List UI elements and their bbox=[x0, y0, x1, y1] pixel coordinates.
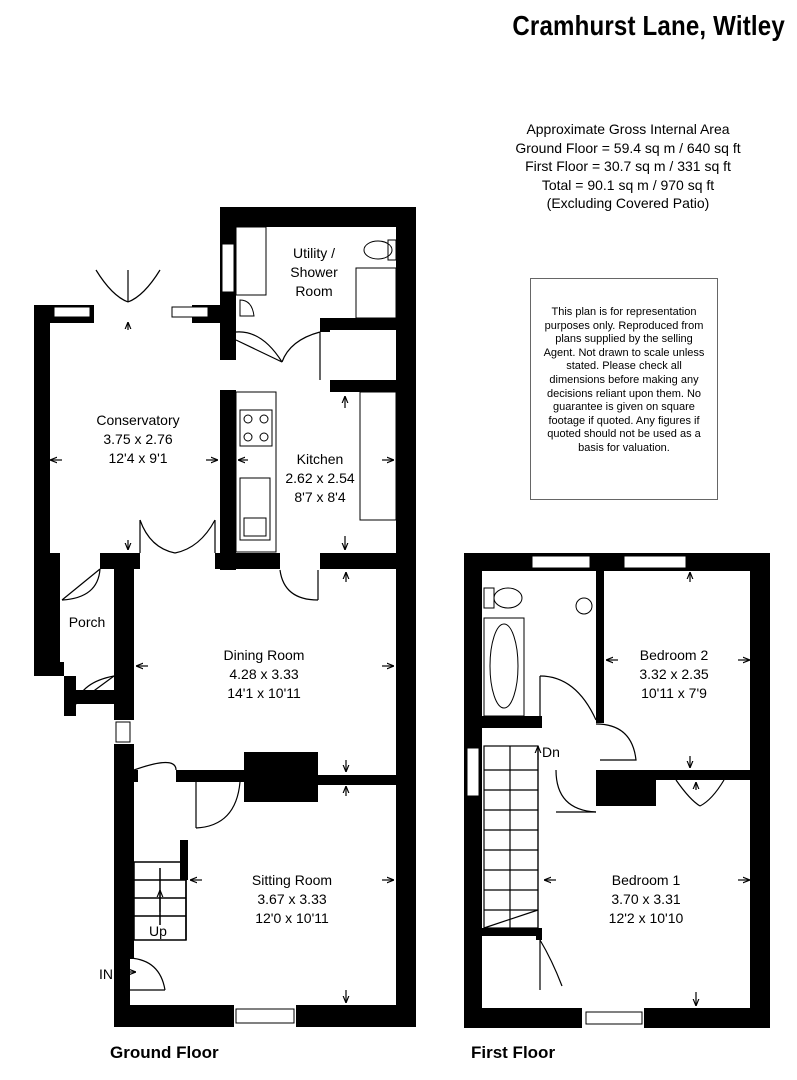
first-floor-stairs bbox=[484, 746, 538, 928]
first-floor-label: First Floor bbox=[471, 1043, 556, 1062]
bedroom2-imperial: 10'11 x 7'9 bbox=[641, 685, 707, 701]
dining-label bbox=[224, 647, 305, 701]
stairs-up-label: Up bbox=[149, 923, 167, 939]
bedroom1-name: Bedroom 1 bbox=[611, 872, 681, 888]
bedroom1-label bbox=[609, 872, 684, 926]
bedroom1-metric: 3.70 x 3.31 bbox=[611, 891, 681, 907]
kitchen-label bbox=[285, 451, 354, 505]
conservatory-label bbox=[96, 412, 179, 466]
conservatory-metric: 3.75 x 2.76 bbox=[103, 431, 173, 447]
utility-label-3: Room bbox=[295, 283, 333, 299]
dining-metric: 4.28 x 3.33 bbox=[229, 666, 299, 682]
bedroom2-metric: 3.32 x 2.35 bbox=[639, 666, 709, 682]
sitting-imperial: 12'0 x 10'11 bbox=[255, 910, 329, 926]
sitting-label bbox=[252, 872, 332, 926]
bathroom-fittings bbox=[484, 588, 592, 716]
area-first: First Floor = 30.7 sq m / 331 sq ft bbox=[525, 158, 731, 175]
bedroom2-label bbox=[639, 647, 708, 701]
sitting-metric: 3.67 x 3.33 bbox=[257, 891, 327, 907]
entrance-label: IN bbox=[99, 966, 113, 982]
disclaimer-box: This plan is for representation purposes only. Reproduced from plans supplied by the selling Agent. Not drawn to scale unless stated. Please check all dimensions before making any decisions reliant upon them. No guarantee is given on square footage if quoted. Any figures if quoted should not be used as a basis for valuation. bbox=[530, 278, 718, 500]
bedroom1-imperial: 12'2 x 10'10 bbox=[608, 910, 684, 926]
utility-label-1: Utility / bbox=[293, 245, 335, 261]
dining-name: Dining Room bbox=[223, 647, 305, 663]
stairs-down-label: Dn bbox=[542, 744, 560, 760]
page-title: Cramhurst Lane, Witley bbox=[512, 10, 785, 41]
area-note: (Excluding Covered Patio) bbox=[546, 195, 710, 212]
first-floor-doors bbox=[540, 676, 724, 990]
sitting-name: Sitting Room bbox=[251, 872, 333, 888]
first-floor-plan bbox=[464, 553, 770, 1028]
kitchen-imperial: 8'7 x 8'4 bbox=[294, 489, 346, 505]
dining-imperial: 14'1 x 10'11 bbox=[227, 685, 301, 701]
utility-label-2: Shower bbox=[290, 264, 338, 280]
conservatory-name: Conservatory bbox=[96, 412, 180, 428]
kitchen-metric: 2.62 x 2.54 bbox=[285, 470, 355, 486]
main-house-walls bbox=[114, 560, 416, 1027]
area-ground: Ground Floor = 59.4 sq m / 640 sq ft bbox=[515, 139, 741, 156]
area-heading: Approximate Gross Internal Area bbox=[526, 121, 730, 137]
stair-wall bbox=[180, 840, 188, 880]
porch-name: Porch bbox=[68, 614, 106, 630]
utility-label bbox=[290, 245, 338, 299]
kitchen-name: Kitchen bbox=[296, 451, 344, 467]
ground-floor-label: Ground Floor bbox=[110, 1043, 219, 1062]
conservatory-imperial: 12'4 x 9'1 bbox=[108, 450, 168, 466]
area-total: Total = 90.1 sq m / 970 sq ft bbox=[541, 176, 715, 193]
bedroom2-name: Bedroom 2 bbox=[639, 647, 709, 663]
